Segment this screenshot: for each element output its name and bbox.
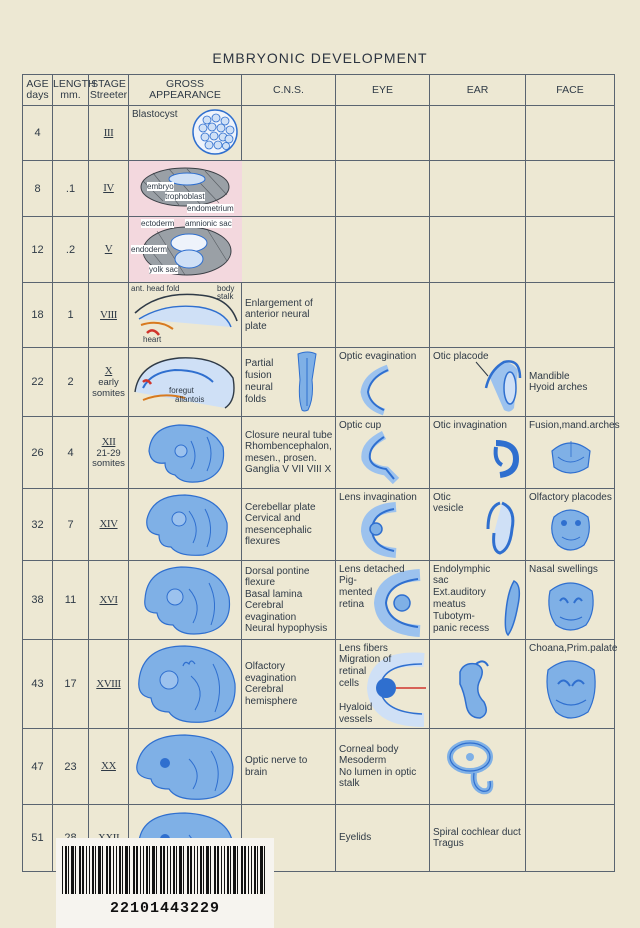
age-cell: 8 bbox=[23, 161, 53, 217]
cns-cell bbox=[242, 561, 336, 640]
stage-cell bbox=[89, 161, 129, 217]
eye-line: stalk bbox=[339, 778, 360, 789]
ear-cell bbox=[430, 348, 526, 417]
eye-line: Eyelids bbox=[339, 832, 372, 844]
table-row bbox=[23, 417, 615, 489]
cns-line: brain bbox=[245, 766, 268, 778]
eye-line: Lens detached bbox=[339, 564, 405, 575]
stage-cell bbox=[89, 489, 129, 561]
barcode-label bbox=[56, 838, 274, 928]
table-row bbox=[23, 729, 615, 805]
face-cell bbox=[526, 417, 620, 489]
stage-number: XII bbox=[101, 435, 116, 448]
barcode-bars bbox=[56, 838, 274, 898]
ear-line: Tubotym- bbox=[433, 611, 475, 622]
eye-cell bbox=[336, 106, 430, 161]
table-row bbox=[23, 561, 615, 640]
col-cns-header: C.N.S. bbox=[242, 75, 336, 106]
barcode-number: 22101443229 bbox=[109, 900, 221, 917]
ear-line: vesicle bbox=[433, 503, 464, 514]
stage-cell bbox=[89, 729, 129, 805]
ear-cell bbox=[430, 417, 526, 489]
embryo-26d-illustration bbox=[129, 417, 242, 488]
ear-line: Tragus bbox=[433, 838, 464, 849]
face-cell bbox=[526, 217, 615, 283]
cns-line: neural bbox=[245, 382, 273, 393]
cns-cell bbox=[242, 729, 336, 805]
face-cell bbox=[526, 161, 615, 217]
face-line: Mandible bbox=[529, 370, 570, 382]
table-row bbox=[23, 217, 615, 283]
stage-number: X bbox=[104, 365, 113, 377]
gross-label: Blastocyst bbox=[132, 109, 178, 120]
eye-line: Corneal body bbox=[339, 743, 399, 755]
ear-line: panic recess bbox=[433, 623, 490, 634]
face-line: Olfactory placodes bbox=[529, 492, 612, 503]
ear-line: Otic placode bbox=[433, 351, 489, 362]
ear-line: Spiral cochlear duct bbox=[433, 826, 521, 838]
ear-cell bbox=[430, 283, 526, 348]
cns-cell bbox=[242, 348, 336, 417]
table-row bbox=[23, 283, 615, 348]
col-ear-header: EAR bbox=[430, 75, 526, 106]
eye-line: Mesoderm bbox=[339, 755, 387, 766]
eye-cell bbox=[336, 805, 430, 872]
stage-number: III bbox=[103, 126, 114, 139]
header-row bbox=[23, 75, 615, 106]
cns-line: fusion bbox=[245, 370, 272, 381]
ear-line: sac bbox=[433, 575, 449, 586]
cns-cell bbox=[242, 161, 336, 217]
gross-cell bbox=[129, 161, 242, 217]
gross-cell bbox=[129, 348, 242, 417]
gross-label: endoderm bbox=[131, 245, 168, 254]
gross-label: embryo bbox=[147, 182, 174, 191]
face-cell bbox=[526, 283, 615, 348]
ear-line: Otic invagination bbox=[433, 420, 507, 431]
age-cell: 47 bbox=[23, 729, 53, 805]
stage-number: XX bbox=[101, 760, 116, 772]
cns-cell bbox=[242, 417, 336, 489]
face-cell bbox=[526, 489, 615, 561]
col-age-header: AGE days bbox=[23, 75, 53, 106]
stage-number: XVIII bbox=[96, 677, 121, 690]
age-cell: 43 bbox=[23, 640, 53, 729]
face-cell bbox=[526, 561, 615, 640]
length-cell: .2 bbox=[53, 217, 89, 283]
face-cell bbox=[526, 106, 615, 161]
cns-line: folds bbox=[245, 394, 267, 405]
cns-line: Cerebral evagination bbox=[245, 600, 297, 623]
eye-line: vessels bbox=[339, 714, 373, 725]
eye-line: Optic cup bbox=[339, 420, 382, 431]
col-gross-header: GROSS APPEARANCE bbox=[129, 75, 242, 106]
eye-cell bbox=[336, 729, 430, 805]
face-line: Nasal swellings bbox=[529, 564, 598, 575]
ear-cell bbox=[430, 805, 526, 872]
cns-line: Cerebellar plate bbox=[245, 501, 316, 513]
stage-cell bbox=[89, 640, 129, 729]
age-cell: 18 bbox=[23, 283, 53, 348]
page-title: EMBRYONIC DEVELOPMENT bbox=[212, 50, 428, 66]
cns-line: plate bbox=[245, 320, 267, 332]
gross-label: ant. head fold bbox=[131, 284, 180, 293]
eye-line: retinal bbox=[339, 666, 367, 677]
gross-cell bbox=[129, 729, 242, 805]
stage-number: VIII bbox=[100, 308, 117, 321]
somite-embryo-illustration bbox=[129, 348, 242, 416]
ear-cell bbox=[430, 640, 526, 729]
gross-label: body stalk bbox=[217, 284, 235, 301]
face-cell bbox=[526, 348, 615, 417]
face-cell bbox=[526, 640, 618, 729]
ear-line: Endolymphic bbox=[433, 564, 491, 575]
length-cell: 17 bbox=[53, 640, 89, 729]
length-cell: .1 bbox=[53, 161, 89, 217]
gross-cell bbox=[129, 561, 242, 640]
table-row bbox=[23, 161, 615, 217]
eye-line: Lens fibers bbox=[339, 643, 388, 654]
gross-label: yolk sac bbox=[149, 265, 178, 274]
face-line: Fusion,mand.arches bbox=[529, 420, 620, 431]
stage-number: XVI bbox=[99, 593, 118, 606]
stage-cell bbox=[89, 348, 129, 417]
stage-cell bbox=[89, 106, 129, 161]
face-cell bbox=[526, 729, 615, 805]
eye-line: Hyaloid bbox=[339, 702, 373, 713]
gross-label: amnionic sac bbox=[185, 219, 232, 228]
ear-cell bbox=[430, 161, 526, 217]
gross-label: foregut bbox=[169, 386, 194, 395]
age-cell: 26 bbox=[23, 417, 53, 489]
gross-cell bbox=[129, 217, 242, 283]
cns-cell bbox=[242, 106, 336, 161]
face-cell bbox=[526, 805, 615, 872]
cns-line: Rhombencephalon, bbox=[245, 441, 332, 452]
ear-line: Otic bbox=[433, 492, 451, 503]
cns-line: Ganglia V VII VIII X bbox=[245, 464, 332, 475]
col-length-header: LENGTH mm. bbox=[53, 75, 89, 106]
col-stage-header: STAGE Streeter bbox=[89, 75, 129, 106]
cns-line: mesencephalic bbox=[245, 524, 312, 536]
eye-cell bbox=[336, 561, 430, 640]
cns-line: mesen., prosen. bbox=[245, 452, 317, 464]
cns-line: Optic nerve to bbox=[245, 755, 308, 766]
table-row bbox=[23, 106, 615, 161]
length-cell: 4 bbox=[53, 417, 89, 489]
cns-line: evagination bbox=[245, 672, 297, 684]
length-cell: 1 bbox=[53, 283, 89, 348]
stage-number: XIV bbox=[99, 518, 118, 530]
stage-cell bbox=[89, 283, 129, 348]
cns-line: flexures bbox=[245, 536, 281, 547]
ear-cell bbox=[430, 217, 526, 283]
eye-cell bbox=[336, 283, 430, 348]
embryo-32d-illustration bbox=[129, 489, 242, 560]
stage-note: early somites bbox=[92, 377, 125, 399]
cns-cell bbox=[242, 283, 336, 348]
gross-cell bbox=[129, 640, 242, 729]
eye-cell bbox=[336, 161, 430, 217]
col-eye-header: EYE bbox=[336, 75, 430, 106]
cns-cell bbox=[242, 217, 336, 283]
embryo-47d-illustration bbox=[129, 729, 242, 804]
eye-cell bbox=[336, 417, 430, 489]
cns-cell bbox=[242, 640, 336, 729]
length-cell: 7 bbox=[53, 489, 89, 561]
stage-cell bbox=[89, 417, 129, 489]
table-row bbox=[23, 348, 615, 417]
face-line: Hyoid arches bbox=[529, 382, 588, 393]
ear-cell bbox=[430, 106, 526, 161]
eye-line: Pig- bbox=[339, 575, 357, 586]
length-cell: 11 bbox=[53, 561, 89, 640]
age-cell: 22 bbox=[23, 348, 53, 417]
ear-line: Ext.auditory bbox=[433, 587, 486, 598]
stage-number: IV bbox=[103, 182, 114, 194]
stage-cell bbox=[89, 217, 129, 283]
age-cell: 4 bbox=[23, 106, 53, 161]
eye-cell bbox=[336, 217, 430, 283]
embryo-38d-illustration bbox=[129, 561, 242, 639]
table-row bbox=[23, 640, 615, 729]
eye-line: retina bbox=[339, 599, 365, 610]
gross-cell bbox=[129, 283, 242, 348]
gross-label: endometrium bbox=[187, 204, 234, 213]
col-face-header: FACE bbox=[526, 75, 615, 106]
age-cell: 51 bbox=[23, 805, 53, 872]
stage-cell bbox=[89, 561, 129, 640]
ear-line: meatus bbox=[433, 599, 466, 610]
gross-label: trophoblast bbox=[165, 192, 205, 201]
cns-line: Cervical and bbox=[245, 513, 301, 524]
inner-ear-43d-illustration bbox=[430, 640, 526, 728]
eye-cell bbox=[336, 640, 430, 729]
eye-line: mented bbox=[339, 587, 373, 598]
eye-line: No lumen in optic bbox=[339, 766, 417, 778]
age-cell: 12 bbox=[23, 217, 53, 283]
gross-label: heart bbox=[143, 335, 162, 344]
semicircular-canals-illustration bbox=[430, 729, 526, 804]
cns-line: Dorsal pontine flexure bbox=[245, 565, 310, 588]
table-row bbox=[23, 489, 615, 561]
cns-line: Neural hypophysis bbox=[245, 623, 328, 634]
embryo-43d-illustration bbox=[129, 640, 242, 728]
cns-cell bbox=[242, 489, 336, 561]
cns-line: Cerebral hemisphere bbox=[245, 684, 298, 707]
gross-cell bbox=[129, 106, 242, 161]
ear-cell bbox=[430, 561, 526, 640]
gross-cell bbox=[129, 417, 242, 489]
cns-line: Olfactory bbox=[245, 661, 286, 672]
face-line: Choana,Prim.palate bbox=[529, 643, 618, 654]
age-cell: 38 bbox=[23, 561, 53, 640]
development-table bbox=[22, 74, 620, 872]
cns-line: Basal lamina bbox=[245, 588, 303, 600]
gross-label: ectoderm bbox=[141, 219, 175, 228]
cns-line: anterior neural bbox=[245, 309, 310, 321]
eye-line: Lens invagination bbox=[339, 492, 417, 503]
eye-cell bbox=[336, 489, 430, 561]
age-cell: 32 bbox=[23, 489, 53, 561]
cns-line: Closure neural tube bbox=[245, 429, 333, 441]
eye-line: Optic evagination bbox=[339, 351, 417, 362]
eye-line: cells bbox=[339, 678, 360, 689]
length-cell: 23 bbox=[53, 729, 89, 805]
gross-cell bbox=[129, 489, 242, 561]
eye-cell bbox=[336, 348, 430, 417]
stage-number: V bbox=[104, 243, 113, 255]
ear-cell bbox=[430, 489, 526, 561]
stage-note: 21-29 somites bbox=[92, 447, 125, 469]
length-cell: 2 bbox=[53, 348, 89, 417]
cns-line: Partial bbox=[245, 358, 274, 369]
length-cell bbox=[53, 106, 89, 161]
gross-label: allantois bbox=[175, 395, 205, 404]
ear-cell bbox=[430, 729, 526, 805]
eye-line: Migration of bbox=[339, 654, 392, 665]
cns-line: Enlargement of bbox=[245, 297, 313, 309]
